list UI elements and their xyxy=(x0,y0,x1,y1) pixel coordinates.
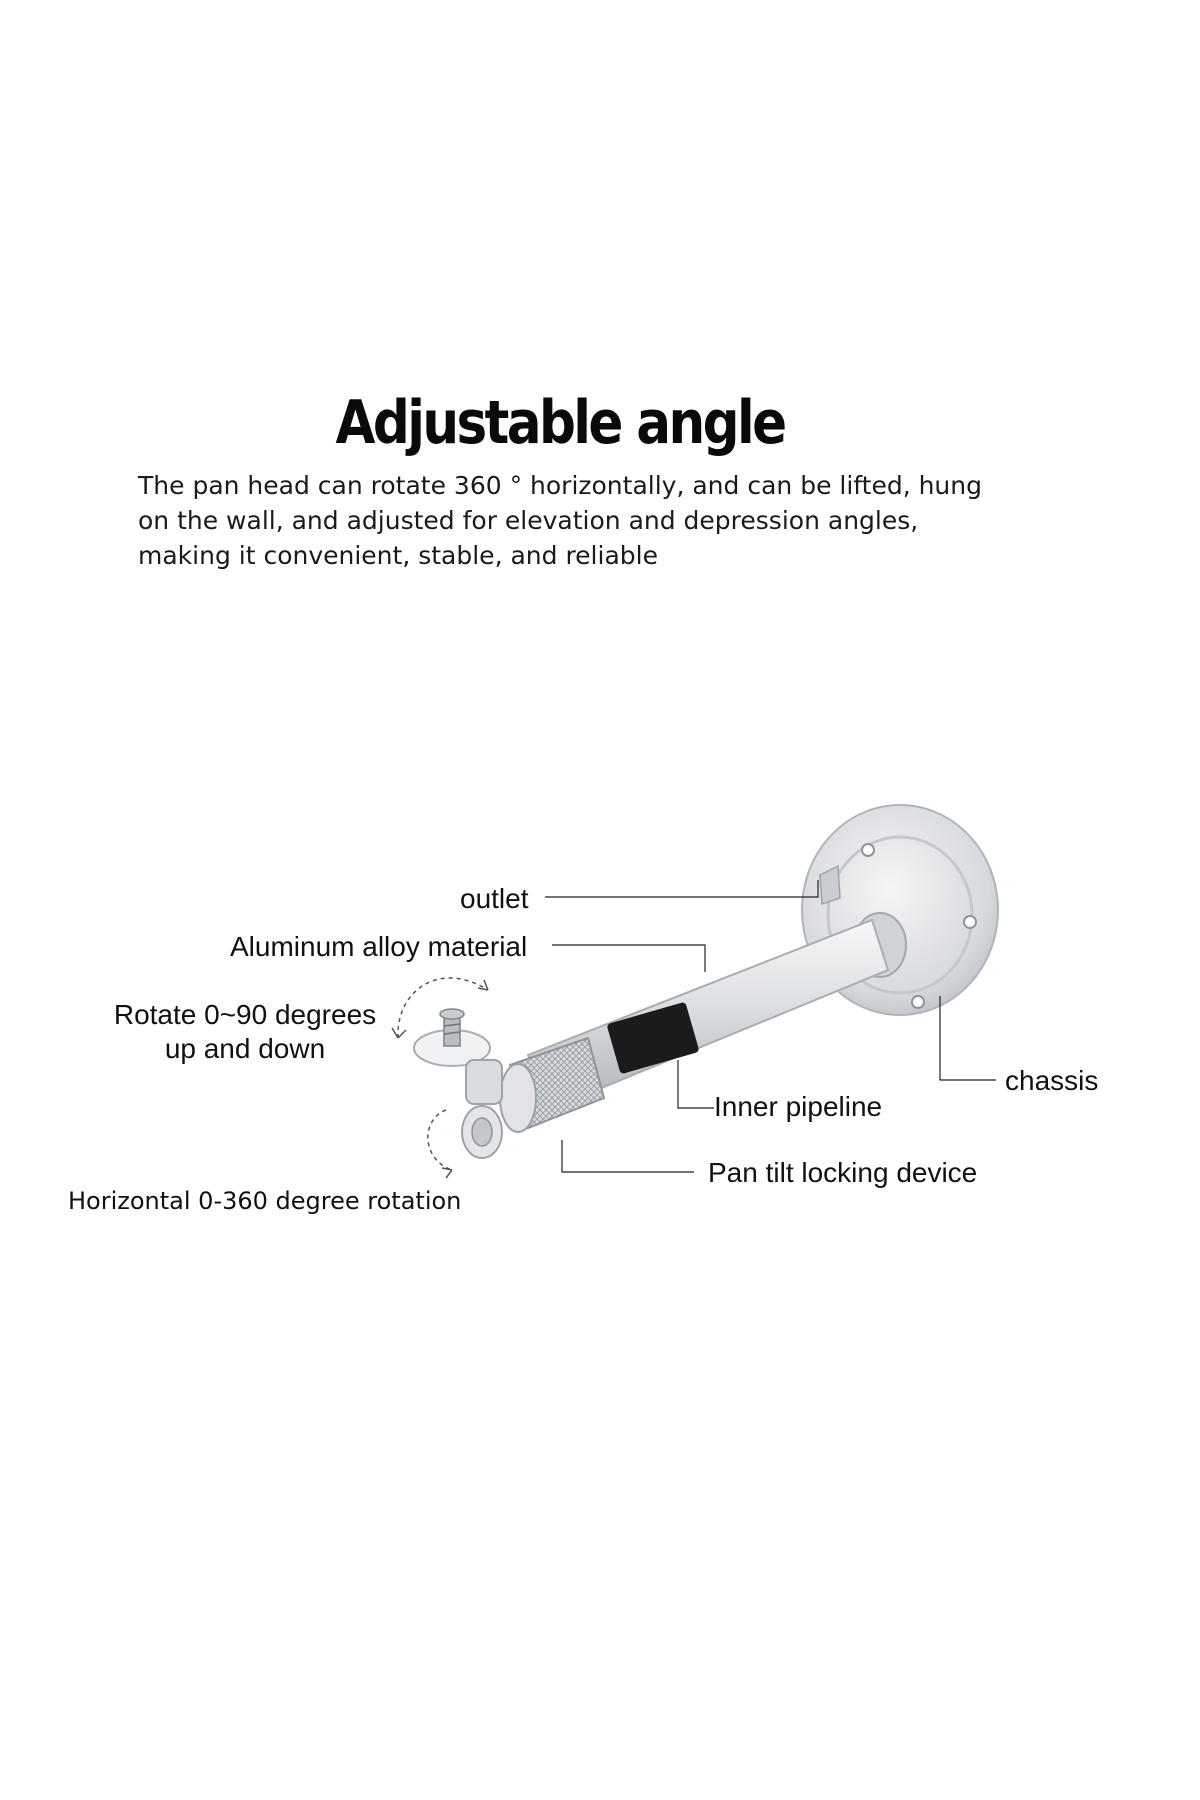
label-rotate-line2: up and down xyxy=(164,1033,326,1064)
label-chassis: chassis xyxy=(1005,1065,1099,1096)
label-aluminum-material: Aluminum alloy material xyxy=(230,931,528,962)
label-outlet: outlet xyxy=(460,883,529,914)
description-text: The pan head can rotate 360 ° horizontally, and can be lifted, hung on the wall, and adjusted for elevation and depression angles, making it convenient, stable, and reliable xyxy=(138,471,982,570)
inner-pipeline-window xyxy=(606,1002,699,1075)
pan-arrow xyxy=(428,1110,452,1170)
locking-collar xyxy=(500,1038,604,1132)
screw-hole xyxy=(862,844,874,856)
label-pan-tilt-locking-device: Pan tilt locking device xyxy=(708,1157,978,1188)
product-diagram xyxy=(0,780,1200,1260)
tilt-arrow xyxy=(398,978,488,1038)
label-rotate-line1: Rotate 0~90 degrees xyxy=(113,999,377,1030)
screw-hole xyxy=(964,916,976,928)
page-title: Adjustable angle xyxy=(335,388,785,458)
label-horizontal-rotation: Horizontal 0-360 degree rotation xyxy=(68,1187,462,1215)
screw-hole xyxy=(912,996,924,1008)
label-inner-pipeline: Inner pipeline xyxy=(714,1091,883,1122)
label-rotate-vertical xyxy=(100,998,390,1066)
